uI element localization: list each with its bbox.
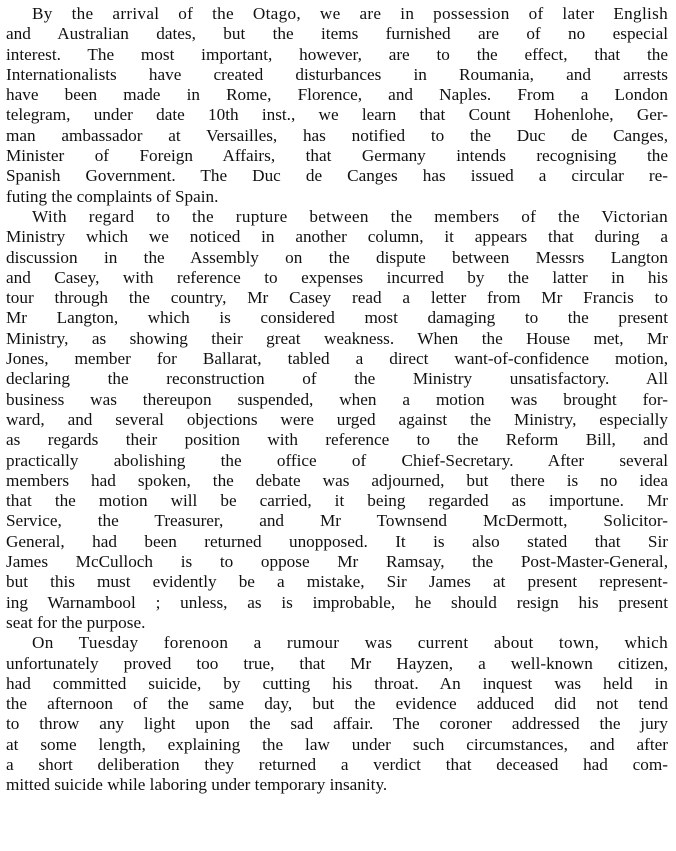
text-line: practically abolishing the office of Chief-Secretary. After several <box>6 450 668 470</box>
text-line: Ministry, as showing their great weakness. When the House met, Mr <box>6 328 668 348</box>
text-line: telegram, under date 10th inst., we learn that Count Hohenlohe, Ger- <box>6 105 668 125</box>
paragraph-3 <box>6 633 668 795</box>
text-line: business was thereupon suspended, when a motion was brought for- <box>6 389 668 409</box>
text-line: a short deliberation they returned a verdict that deceased had com- <box>6 754 668 774</box>
text-line: With regard to the rupture between the members of the Victorian <box>32 206 668 226</box>
text-line: as regards their position with reference to the Reform Bill, and <box>6 430 668 450</box>
text-line: interest. The most important, however, are to the effect, that the <box>6 44 668 64</box>
text-line: futing the complaints of Spain. <box>6 186 219 206</box>
text-line: Jones, member for Ballarat, tabled a direct want-of-confidence motion, <box>6 349 668 369</box>
text-line: have been made in Rome, Florence, and Naples. From a London <box>6 85 668 105</box>
text-line: members had spoken, the debate was adjourned, but there is no idea <box>6 470 668 490</box>
text-line: Service, the Treasurer, and Mr Townsend McDermott, Solicitor- <box>6 511 668 531</box>
text-line: Ministry which we noticed in another column, it appears that during a <box>6 227 668 247</box>
text-line: Minister of Foreign Affairs, that Germany intends recognising the <box>6 146 668 166</box>
text-line: mitted suicide while laboring under temporary insanity. <box>6 775 388 795</box>
text-line: Internationalists have created disturbances in Roumania, and arrests <box>6 64 668 84</box>
article-body <box>6 4 668 796</box>
text-line: man ambassador at Versailles, has notified to the Duc de Canges, <box>6 125 668 145</box>
text-line: Mr Langton, which is considered most damaging to the present <box>6 308 668 328</box>
text-line: that the motion will be carried, it being regarded as importune. Mr <box>6 491 668 511</box>
text-line: discussion in the Assembly on the dispute between Messrs Langton <box>6 247 668 267</box>
text-line: James McCulloch is to oppose Mr Ramsay, the Post-Master-General, <box>6 552 668 572</box>
text-line: ward, and several objections were urged against the Ministry, especially <box>6 409 668 429</box>
text-line: unfortunately proved too true, that Mr Hayzen, a well-known citizen, <box>6 653 668 673</box>
text-line: at some length, explaining the law under such circumstances, and after <box>6 734 668 754</box>
text-line: By the arrival of the Otago, we are in possession of later English <box>32 4 668 23</box>
text-line: On Tuesday forenoon a rumour was current about town, which <box>32 633 668 653</box>
text-line: General, had been returned unopposed. It is also stated that Sir <box>6 531 668 551</box>
text-line: tour through the country, Mr Casey read a letter from Mr Francis to <box>6 288 668 308</box>
text-line: but this must evidently be a mistake, Sir James at present represent- <box>6 572 668 592</box>
text-line: and Australian dates, but the items furnished are of no especial <box>6 24 668 44</box>
text-line: and Casey, with reference to expenses incurred by the latter in his <box>6 267 668 287</box>
text-line: had committed suicide, by cutting his throat. An inquest was held in <box>6 673 668 693</box>
text-line: ing Warnambool ; unless, as is improbable, he should resign his present <box>6 592 668 612</box>
text-line: Spanish Government. The Duc de Canges has issued a circular re- <box>6 166 668 186</box>
text-line: declaring the reconstruction of the Ministry unsatisfactory. All <box>6 369 668 389</box>
paragraph-1 <box>6 4 668 207</box>
text-line: the afternoon of the same day, but the evidence adduced did not tend <box>6 694 668 714</box>
paragraph-2 <box>6 207 668 633</box>
text-line: seat for the purpose. <box>6 612 146 632</box>
text-line: to throw any light upon the sad affair. The coroner addressed the jury <box>6 714 668 734</box>
